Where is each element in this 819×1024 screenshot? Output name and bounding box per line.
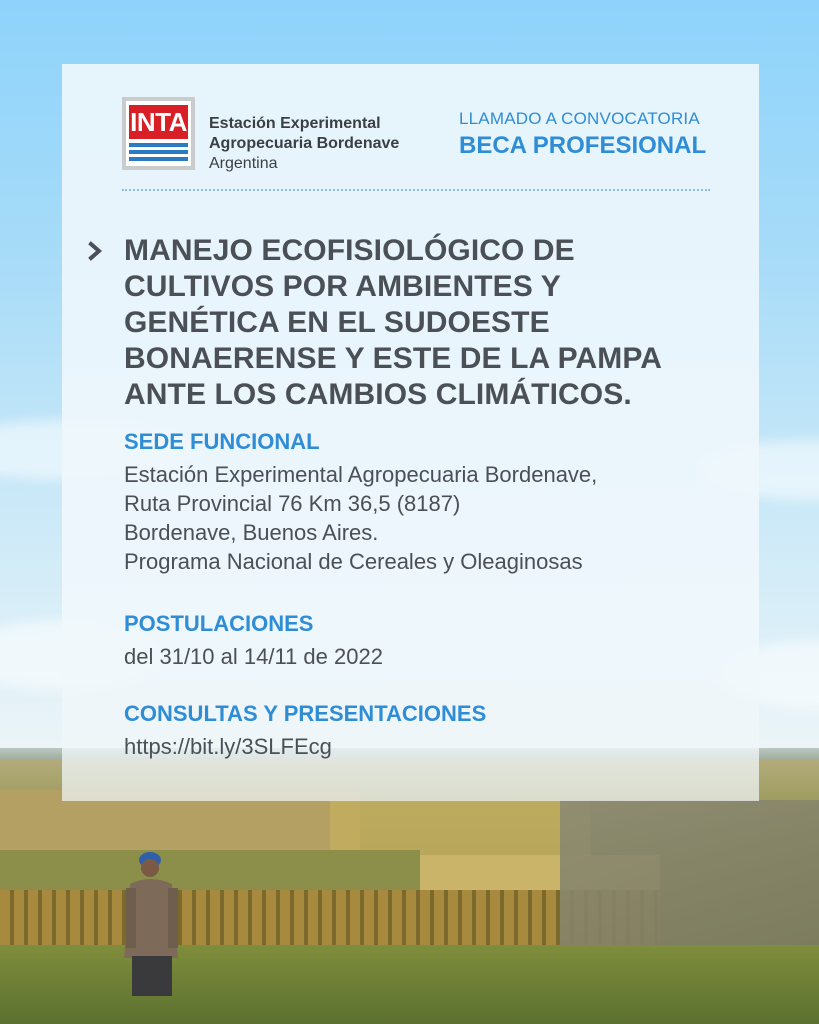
- consultas-heading: CONSULTAS Y PRESENTACIONES: [124, 701, 487, 726]
- title-line: GENÉTICA EN EL SUDOESTE: [124, 306, 550, 339]
- logo-stripe: [129, 143, 188, 147]
- title-line: MANEJO ECOFISIOLÓGICO DE: [124, 234, 575, 267]
- inta-logo-text: INTA: [130, 107, 187, 137]
- sede-line: Estación Experimental Agropecuaria Bordenave,: [124, 462, 598, 487]
- call-title: BECA PROFESIONAL: [459, 132, 707, 159]
- crop-plot: [0, 850, 420, 890]
- call-header: [459, 108, 706, 160]
- farmer-figure: [112, 848, 192, 1024]
- project-title: [124, 233, 734, 413]
- logo-stripe: [129, 150, 188, 154]
- sede-line: Programa Nacional de Cereales y Oleaginosas: [124, 549, 583, 574]
- postulaciones-section: [124, 610, 744, 671]
- sede-heading: SEDE FUNCIONAL: [124, 429, 320, 454]
- organization-name: [209, 114, 399, 174]
- dotted-divider: [122, 189, 710, 191]
- sede-line: Ruta Provincial 76 Km 36,5 (8187): [124, 491, 461, 516]
- title-line: ANTE LOS CAMBIOS CLIMÁTICOS.: [124, 378, 632, 411]
- postulaciones-dates: del 31/10 al 14/11 de 2022: [124, 644, 383, 669]
- call-subtitle: LLAMADO A CONVOCATORIA: [459, 109, 700, 128]
- org-country: Argentina: [209, 155, 278, 172]
- inta-logo: [122, 97, 195, 170]
- org-line: Estación Experimental: [209, 115, 381, 132]
- logo-stripe: [129, 157, 188, 161]
- announcement-card: [62, 64, 759, 801]
- title-line: CULTIVOS POR AMBIENTES Y: [124, 270, 561, 303]
- chevron-right-icon: [88, 241, 104, 261]
- sede-section: [124, 428, 744, 576]
- postulaciones-heading: POSTULACIONES: [124, 611, 314, 636]
- consultas-link[interactable]: https://bit.ly/3SLFEcg: [124, 734, 332, 759]
- title-line: BONAERENSE Y ESTE DE LA PAMPA: [124, 342, 662, 375]
- sede-line: Bordenave, Buenos Aires.: [124, 520, 379, 545]
- consultas-section: [124, 700, 744, 761]
- org-line: Agropecuaria Bordenave: [209, 135, 400, 152]
